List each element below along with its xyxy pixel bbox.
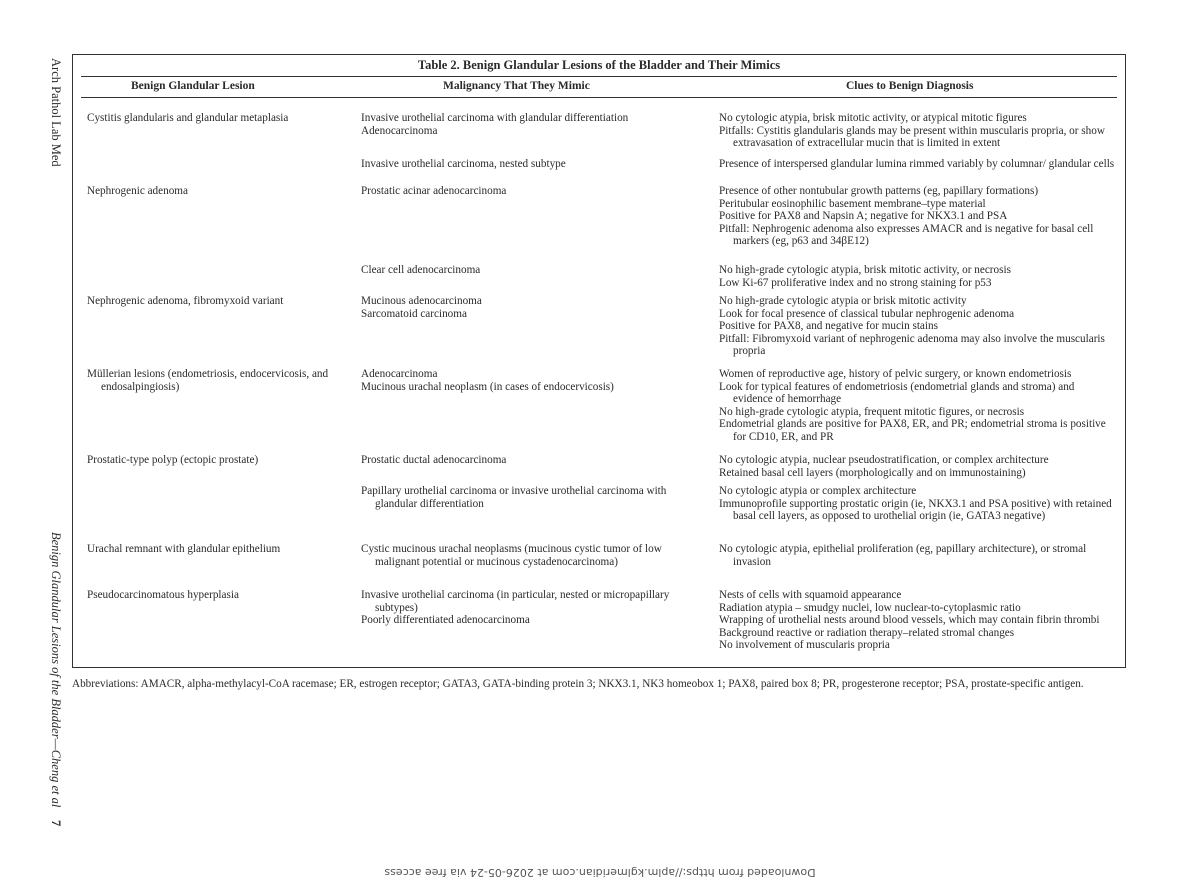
cell-entry: Presence of other nontubular growth patterns (eg, papillary formations) <box>719 185 1039 197</box>
cell-entry: Urachal remnant with glandular epithelium <box>87 543 281 555</box>
cell-entry: Presence of interspersed glandular lumina rimmed variably by columnar/ glandular cells <box>719 158 1115 170</box>
cell-entry: Poorly differentiated adenocarcinoma <box>361 614 530 627</box>
cell-entry: No cytologic atypia, nuclear pseudostratification, or complex architecture <box>719 454 1049 466</box>
mimic-cell <box>361 158 691 171</box>
clues-cell <box>719 295 1115 358</box>
mimic-cell <box>361 589 691 627</box>
cell-entry: Peritubular eosinophilic basement membrane–type material <box>719 197 986 210</box>
cell-entry: Pseudocarcinomatous hyperplasia <box>87 589 239 601</box>
header-malignancy-mimic: Malignancy That They Mimic <box>443 80 590 92</box>
cell-entry: Positive for PAX8, and negative for mucin stains <box>719 320 938 333</box>
cell-entry: Prostatic-type polyp (ectopic prostate) <box>87 454 259 466</box>
cell-entry: Pitfall: Fibromyxoid variant of nephrogenic adenoma may also involve the muscularis propria <box>719 332 1105 358</box>
clues-cell <box>719 158 1115 171</box>
journal-name: Arch Pathol Lab Med <box>49 58 63 167</box>
cell-entry: Retained basal cell layers (morphologically and on immunostaining) <box>719 466 1026 479</box>
cell-entry: Look for typical features of endometriosis (endometrial glands and stroma) and evidence of hemorrhage <box>719 380 1075 406</box>
lesion-cell <box>87 543 337 556</box>
cell-entry: Look for focal presence of classical tubular nephrogenic adenoma <box>719 307 1015 320</box>
download-footer: Downloaded from https://aplm.kglmeridian.com at 2026-05-24 via free access <box>384 866 816 879</box>
lesion-cell <box>87 368 337 393</box>
cell-entry: No cytologic atypia or complex architecture <box>719 485 917 497</box>
cell-entry: Invasive urothelial carcinoma with glandular differentiation <box>361 112 629 124</box>
mimic-cell <box>361 454 691 467</box>
cell-entry: Nephrogenic adenoma <box>87 185 188 197</box>
lesion-cell <box>87 589 337 602</box>
header-benign-lesion: Benign Glandular Lesion <box>131 80 255 92</box>
lesion-cell <box>87 454 337 467</box>
cell-entry: Papillary urothelial carcinoma or invasive urothelial carcinoma with glandular differentiation <box>361 485 667 510</box>
cell-entry: Sarcomatoid carcinoma <box>361 307 467 320</box>
running-title-block <box>22 532 62 827</box>
mimic-cell <box>361 112 691 137</box>
cell-entry: No cytologic atypia, epithelial proliferation (eg, papillary architecture), or stromal invasion <box>719 543 1087 568</box>
page-number: 7 <box>49 820 63 827</box>
cell-entry: Background reactive or radiation therapy–related stromal changes <box>719 626 1015 639</box>
clues-cell <box>719 589 1115 652</box>
clues-cell <box>719 454 1115 479</box>
header-rule-top <box>81 76 1117 77</box>
cell-entry: Nephrogenic adenoma, fibromyxoid variant <box>87 295 284 307</box>
mimic-cell <box>361 485 691 510</box>
cell-entry: Pitfalls: Cystitis glandularis glands may be present within muscularis propria, or show extravasation of extracellular mucin that is limited in extent <box>719 124 1105 150</box>
cell-entry: Women of reproductive age, history of pelvic surgery, or known endometriosis <box>719 368 1072 380</box>
mimic-cell <box>361 368 691 393</box>
clues-cell <box>719 112 1115 150</box>
table-title: Table 2. Benign Glandular Lesions of the Bladder and Their Mimics <box>417 58 781 72</box>
cell-entry: Müllerian lesions (endometriosis, endocervicosis, and endosalpingiosis) <box>87 368 329 393</box>
clues-cell <box>719 485 1115 523</box>
mimic-cell <box>361 543 691 568</box>
cell-entry: Cystitis glandularis and glandular metaplasia <box>87 112 289 124</box>
table-abbreviations: Abbreviations: AMACR, alpha-methylacyl-CoA racemase; ER, estrogen receptor; GATA3, GATA-binding protein 3; NKX3.1, NK3 homeobox 1; PAX8, paired box 8; PR, progesterone receptor; PSA, prostate-specific antigen. <box>72 678 1084 690</box>
cell-entry: Prostatic acinar adenocarcinoma <box>361 185 507 197</box>
cell-entry: Nests of cells with squamoid appearance <box>719 589 902 601</box>
cell-entry: Invasive urothelial carcinoma (in particular, nested or micropapillary subtypes) <box>361 589 670 614</box>
cell-entry: No high-grade cytologic atypia, brisk mitotic activity, or necrosis <box>719 264 1011 276</box>
clues-cell <box>719 185 1115 248</box>
cell-entry: No cytologic atypia, brisk mitotic activity, or atypical mitotic figures <box>719 112 1027 124</box>
lesion-cell <box>87 185 337 198</box>
cell-entry: Invasive urothelial carcinoma, nested subtype <box>361 158 566 170</box>
cell-entry: Pitfall: Nephrogenic adenoma also expresses AMACR and is negative for basal cell markers (eg, p63 and 34βE12) <box>719 222 1094 248</box>
lesion-cell <box>87 295 337 308</box>
cell-entry: Positive for PAX8 and Napsin A; negative for NKX3.1 and PSA <box>719 210 1008 223</box>
clues-cell <box>719 264 1115 289</box>
cell-entry: Low Ki-67 proliferative index and no strong staining for p53 <box>719 276 992 289</box>
table-2 <box>72 54 1126 668</box>
header-rule-bottom <box>81 97 1117 98</box>
mimic-cell <box>361 185 691 198</box>
clues-cell <box>719 543 1115 568</box>
running-title: Benign Glandular Lesions of the Bladder—Cheng et al <box>49 532 63 808</box>
cell-entry: Mucinous urachal neoplasm (in cases of endocervicosis) <box>361 380 614 393</box>
cell-entry: Adenocarcinoma <box>361 124 438 137</box>
cell-entry: Endometrial glands are positive for PAX8, ER, and PR; endometrial stroma is positive for CD10, ER, and PR <box>719 418 1106 443</box>
clues-cell <box>719 368 1115 444</box>
cell-entry: Wrapping of urothelial nests around blood vessels, which may contain fibrin thrombi <box>719 614 1100 627</box>
cell-entry: No high-grade cytologic atypia, frequent mitotic figures, or necrosis <box>719 405 1025 418</box>
cell-entry: Prostatic ductal adenocarcinoma <box>361 454 507 466</box>
cell-entry: No involvement of muscularis propria <box>719 639 890 652</box>
cell-entry: Cystic mucinous urachal neoplasms (mucinous cystic tumor of low malignant potential or mucinous cystadenocarcinoma) <box>361 543 662 568</box>
mimic-cell <box>361 295 691 320</box>
mimic-cell <box>361 264 691 277</box>
cell-entry: Radiation atypia – smudgy nuclei, low nuclear-to-cytoplasmic ratio <box>719 601 1021 614</box>
cell-entry: Adenocarcinoma <box>361 368 438 380</box>
cell-entry: No high-grade cytologic atypia or brisk mitotic activity <box>719 295 967 307</box>
header-clues: Clues to Benign Diagnosis <box>846 80 974 92</box>
cell-entry: Mucinous adenocarcinoma <box>361 295 482 307</box>
cell-entry: Immunoprofile supporting prostatic origin (ie, NKX3.1 and PSA positive) with retained basal cell layers, as opposed to urothelial origin (ie, GATA3 negative) <box>719 497 1112 523</box>
lesion-cell <box>87 112 337 125</box>
cell-entry: Clear cell adenocarcinoma <box>361 264 481 276</box>
